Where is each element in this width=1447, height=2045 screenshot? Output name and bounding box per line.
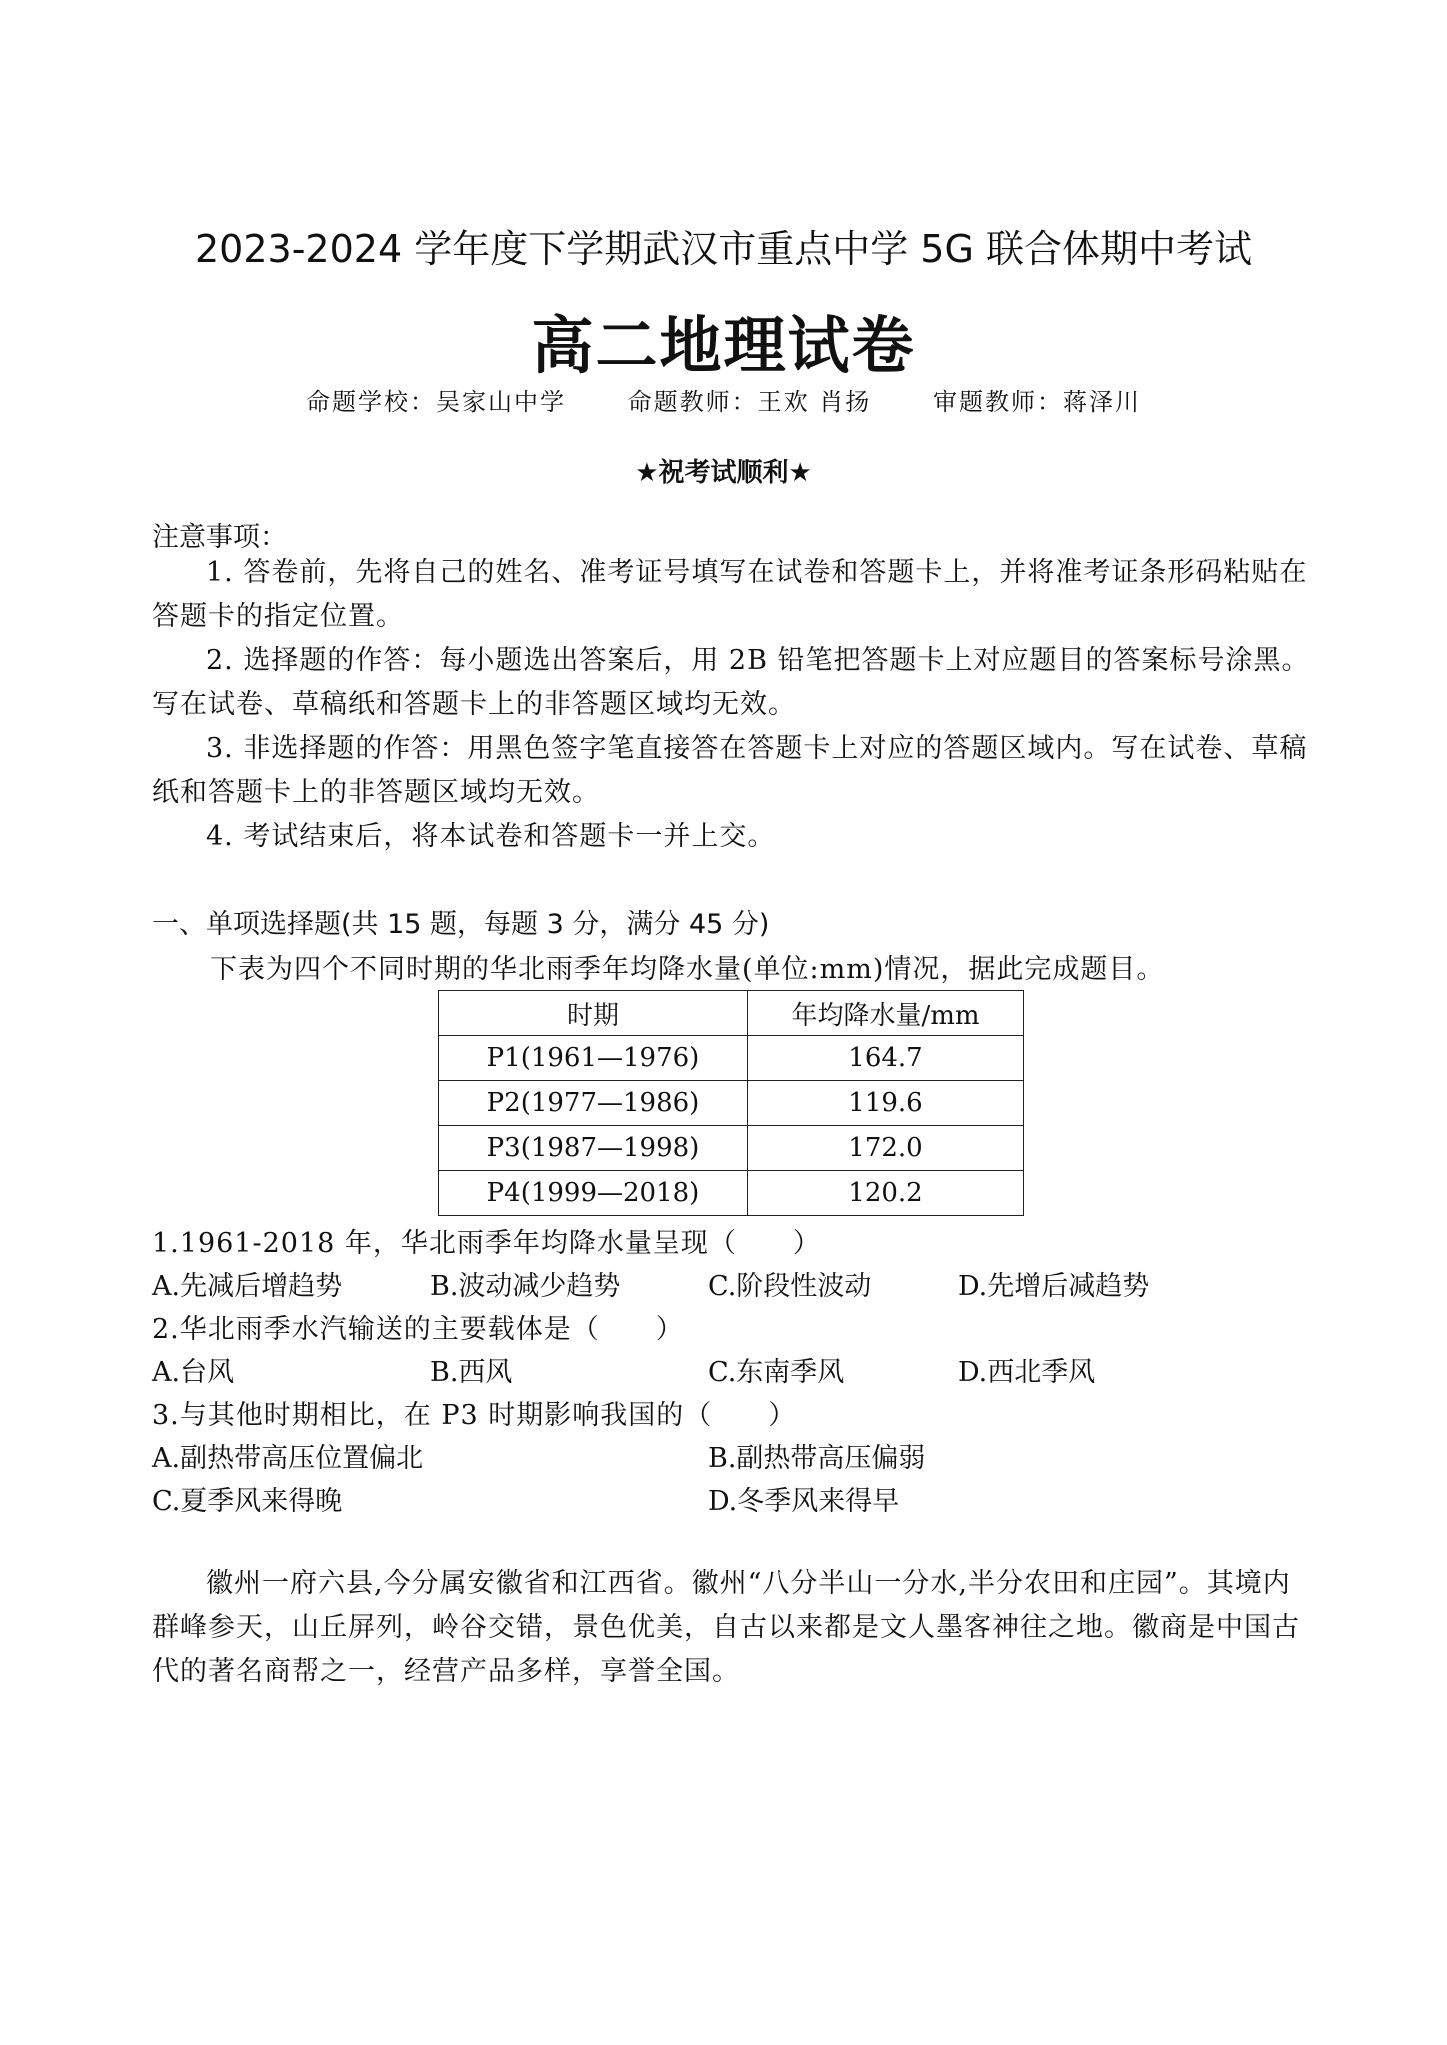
huizhou-passage: 徽州一府六县,今分属安徽省和江西省。徽州“八分半山一分水,半分农田和庄园”。其境内群峰参天，山丘屏列，岭谷交错，景色优美，自古以来都是文人墨客神往之地。徽商是中国古代的著名商帮之一，经营产品多样，享誉全国。 (152, 1568, 1300, 1687)
table-header-row (439, 991, 1024, 1036)
question-3-option-c: C.夏季风来得晚 (152, 1486, 343, 1517)
section-heading: 一、单项选择题(共 15 题，每题 3 分，满分 45 分) (152, 909, 770, 940)
school-credit: 命题学校：吴家山中学 (306, 388, 567, 416)
question-1-option-d: D.先增后减趋势 (958, 1271, 1150, 1302)
question-2-option-a: A.台风 (152, 1357, 235, 1388)
question-3-option-b: B.副热带高压偏弱 (708, 1443, 926, 1474)
period-cell: P3(1987—1998) (439, 1126, 748, 1171)
table-row (439, 1081, 1024, 1126)
question-1-option-c: C.阶段性波动 (708, 1271, 872, 1302)
teachers-credit: 命题教师：王欢 肖扬 (627, 388, 872, 416)
column-header-rainfall: 年均降水量/mm (748, 991, 1024, 1036)
column-header-period: 时期 (439, 991, 748, 1036)
question-3-stem: 3.与其他时期相比，在 P3 时期影响我国的（ ） (152, 1400, 797, 1431)
note-item: 2. 选择题的作答：每小题选出答案后，用 2B 铅笔把答题卡上对应题目的答案标号涂黑。写在试卷、草稿纸和答题卡上的非答题区域均无效。 (152, 645, 1310, 720)
question-1-stem: 1.1961-2018 年，华北雨季年均降水量呈现（ ） (152, 1228, 821, 1259)
table-intro: 下表为四个不同时期的华北雨季年均降水量(单位:mm)情况，据此完成题目。 (210, 954, 1165, 985)
rainfall-cell: 119.6 (748, 1081, 1024, 1126)
note-item: 4. 考试结束后，将本试卷和答题卡一并上交。 (206, 821, 776, 852)
question-3-option-a: A.副热带高压位置偏北 (152, 1443, 424, 1474)
rainfall-table (438, 990, 1024, 1216)
rainfall-cell: 120.2 (748, 1171, 1024, 1216)
question-3-option-d: D.冬季风来得早 (708, 1486, 900, 1517)
exam-title: 2023-2024 学年度下学期武汉市重点中学 5G 联合体期中考试 (195, 227, 1252, 271)
question-2-option-c: C.东南季风 (708, 1357, 845, 1388)
period-cell: P1(1961—1976) (439, 1036, 748, 1081)
question-1-option-b: B.波动减少趋势 (430, 1271, 621, 1302)
rainfall-cell: 164.7 (748, 1036, 1024, 1081)
question-1-option-a: A.先减后增趋势 (152, 1271, 343, 1302)
reviewer-credit: 审题教师：蒋泽川 (932, 388, 1141, 416)
table-row (439, 1126, 1024, 1171)
period-cell: P4(1999—2018) (439, 1171, 748, 1216)
note-item: 1. 答卷前，先将自己的姓名、准考证号填写在试卷和答题卡上，并将准考证条形码粘贴在答题卡的指定位置。 (152, 557, 1308, 632)
question-2-option-d: D.西北季风 (958, 1357, 1096, 1388)
question-2-option-b: B.西风 (430, 1357, 513, 1388)
period-cell: P2(1977—1986) (439, 1081, 748, 1126)
question-2-stem: 2.华北雨季水汽输送的主要载体是（ ） (152, 1314, 684, 1345)
note-item: 3. 非选择题的作答：用黑色签字笔直接答在答题卡上对应的答题区域内。写在试卷、草稿纸和答题卡上的非答题区域均无效。 (152, 733, 1308, 808)
credits-line (0, 382, 1447, 417)
notes-heading: 注意事项： (152, 522, 287, 553)
good-luck-banner: ★祝考试顺利★ (635, 458, 812, 488)
subject-title: 高二地理试卷 (531, 309, 916, 382)
rainfall-cell: 172.0 (748, 1126, 1024, 1171)
table-row (439, 1171, 1024, 1216)
table-row (439, 1036, 1024, 1081)
